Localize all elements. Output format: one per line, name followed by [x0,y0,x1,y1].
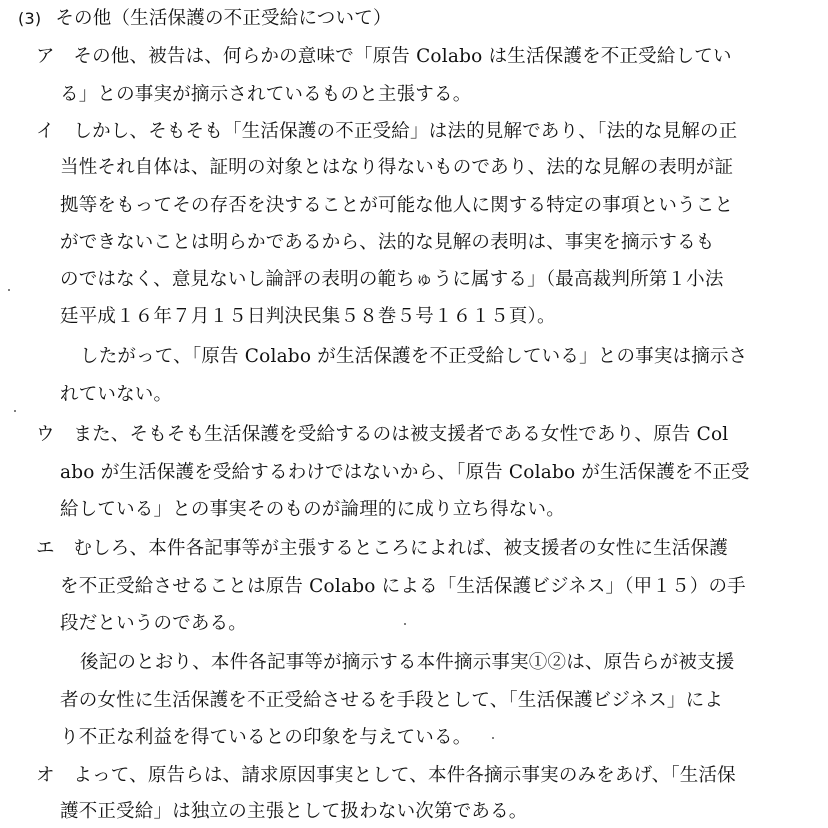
section-heading [18,8,392,30]
paragraph-line: る」との事実が摘示されているものと主張する。 [60,84,472,105]
section-number: (3) [18,9,42,28]
paragraph-line: ができないことは明らかであるから、法的な見解の表明は、事実を摘示するも [60,232,715,253]
paragraph-line: のではなく、意見ないし論評の表明の範ちゅうに属する」（最高裁判所第１小法 [60,269,724,290]
scan-speck [8,289,10,291]
paragraph-line: 後記のとおり、本件各記事等が摘示する本件摘示事実①②は、原告らが被支援 [80,652,735,673]
scan-speck [492,737,494,739]
paragraph-line: 当性それ自体は、証明の対象とはなり得ないものであり、法的な見解の表明が証 [60,157,734,178]
paragraph-line: エ むしろ、本件各記事等が主張するところによれば、被支援者の女性に生活保護 [36,538,728,559]
paragraph-line: 廷平成１６年７月１５日判決民集５８巻５号１６１５頁）。 [60,306,556,327]
paragraph-line: 護不正受給」は独立の主張として扱わない次第である。 [60,801,528,822]
paragraph-line: を不正受給させることは原告 Colabo による「生活保護ビジネス」（甲１５）の手 [60,576,746,597]
paragraph-line: 段だというのである。 [60,613,248,634]
paragraph-line: オ よって、原告らは、請求原因事実として、本件各摘示事実のみをあげ、「生活保 [36,765,736,786]
paragraph-line: ウ また、そもそも生活保護を受給するのは被支援者である女性であり、原告 Col [36,424,729,445]
scan-speck [404,623,406,625]
paragraph-line: したがって、「原告 Colabo が生活保護を不正受給している」との事実は摘示さ [80,346,748,367]
paragraph-line: 拠等をもってその存否を決することが可能な他人に関する特定の事項ということ [60,195,734,216]
paragraph-line: イ しかし、そもそも「生活保護の不正受給」は法的見解であり、「法的な見解の正 [36,121,738,142]
paragraph-line: れていない。 [60,384,173,405]
paragraph-line: 者の女性に生活保護を不正受給させるを手段として、「生活保護ビジネス」によ [60,690,724,711]
paragraph-line: り不正な利益を得ているとの印象を与えている。 [60,727,472,748]
scan-speck [14,410,16,412]
section-title: その他（生活保護の不正受給について） [55,8,392,29]
paragraph-line: ア その他、被告は、何らかの意味で「原告 Colabo は生活保護を不正受給してい [36,46,732,67]
paragraph-line: abo が生活保護を受給するわけではないから、「原告 Colabo が生活保護を不正受 [60,462,750,483]
paragraph-line: 給している」との事実そのものが論理的に成り立ち得ない。 [60,499,565,520]
